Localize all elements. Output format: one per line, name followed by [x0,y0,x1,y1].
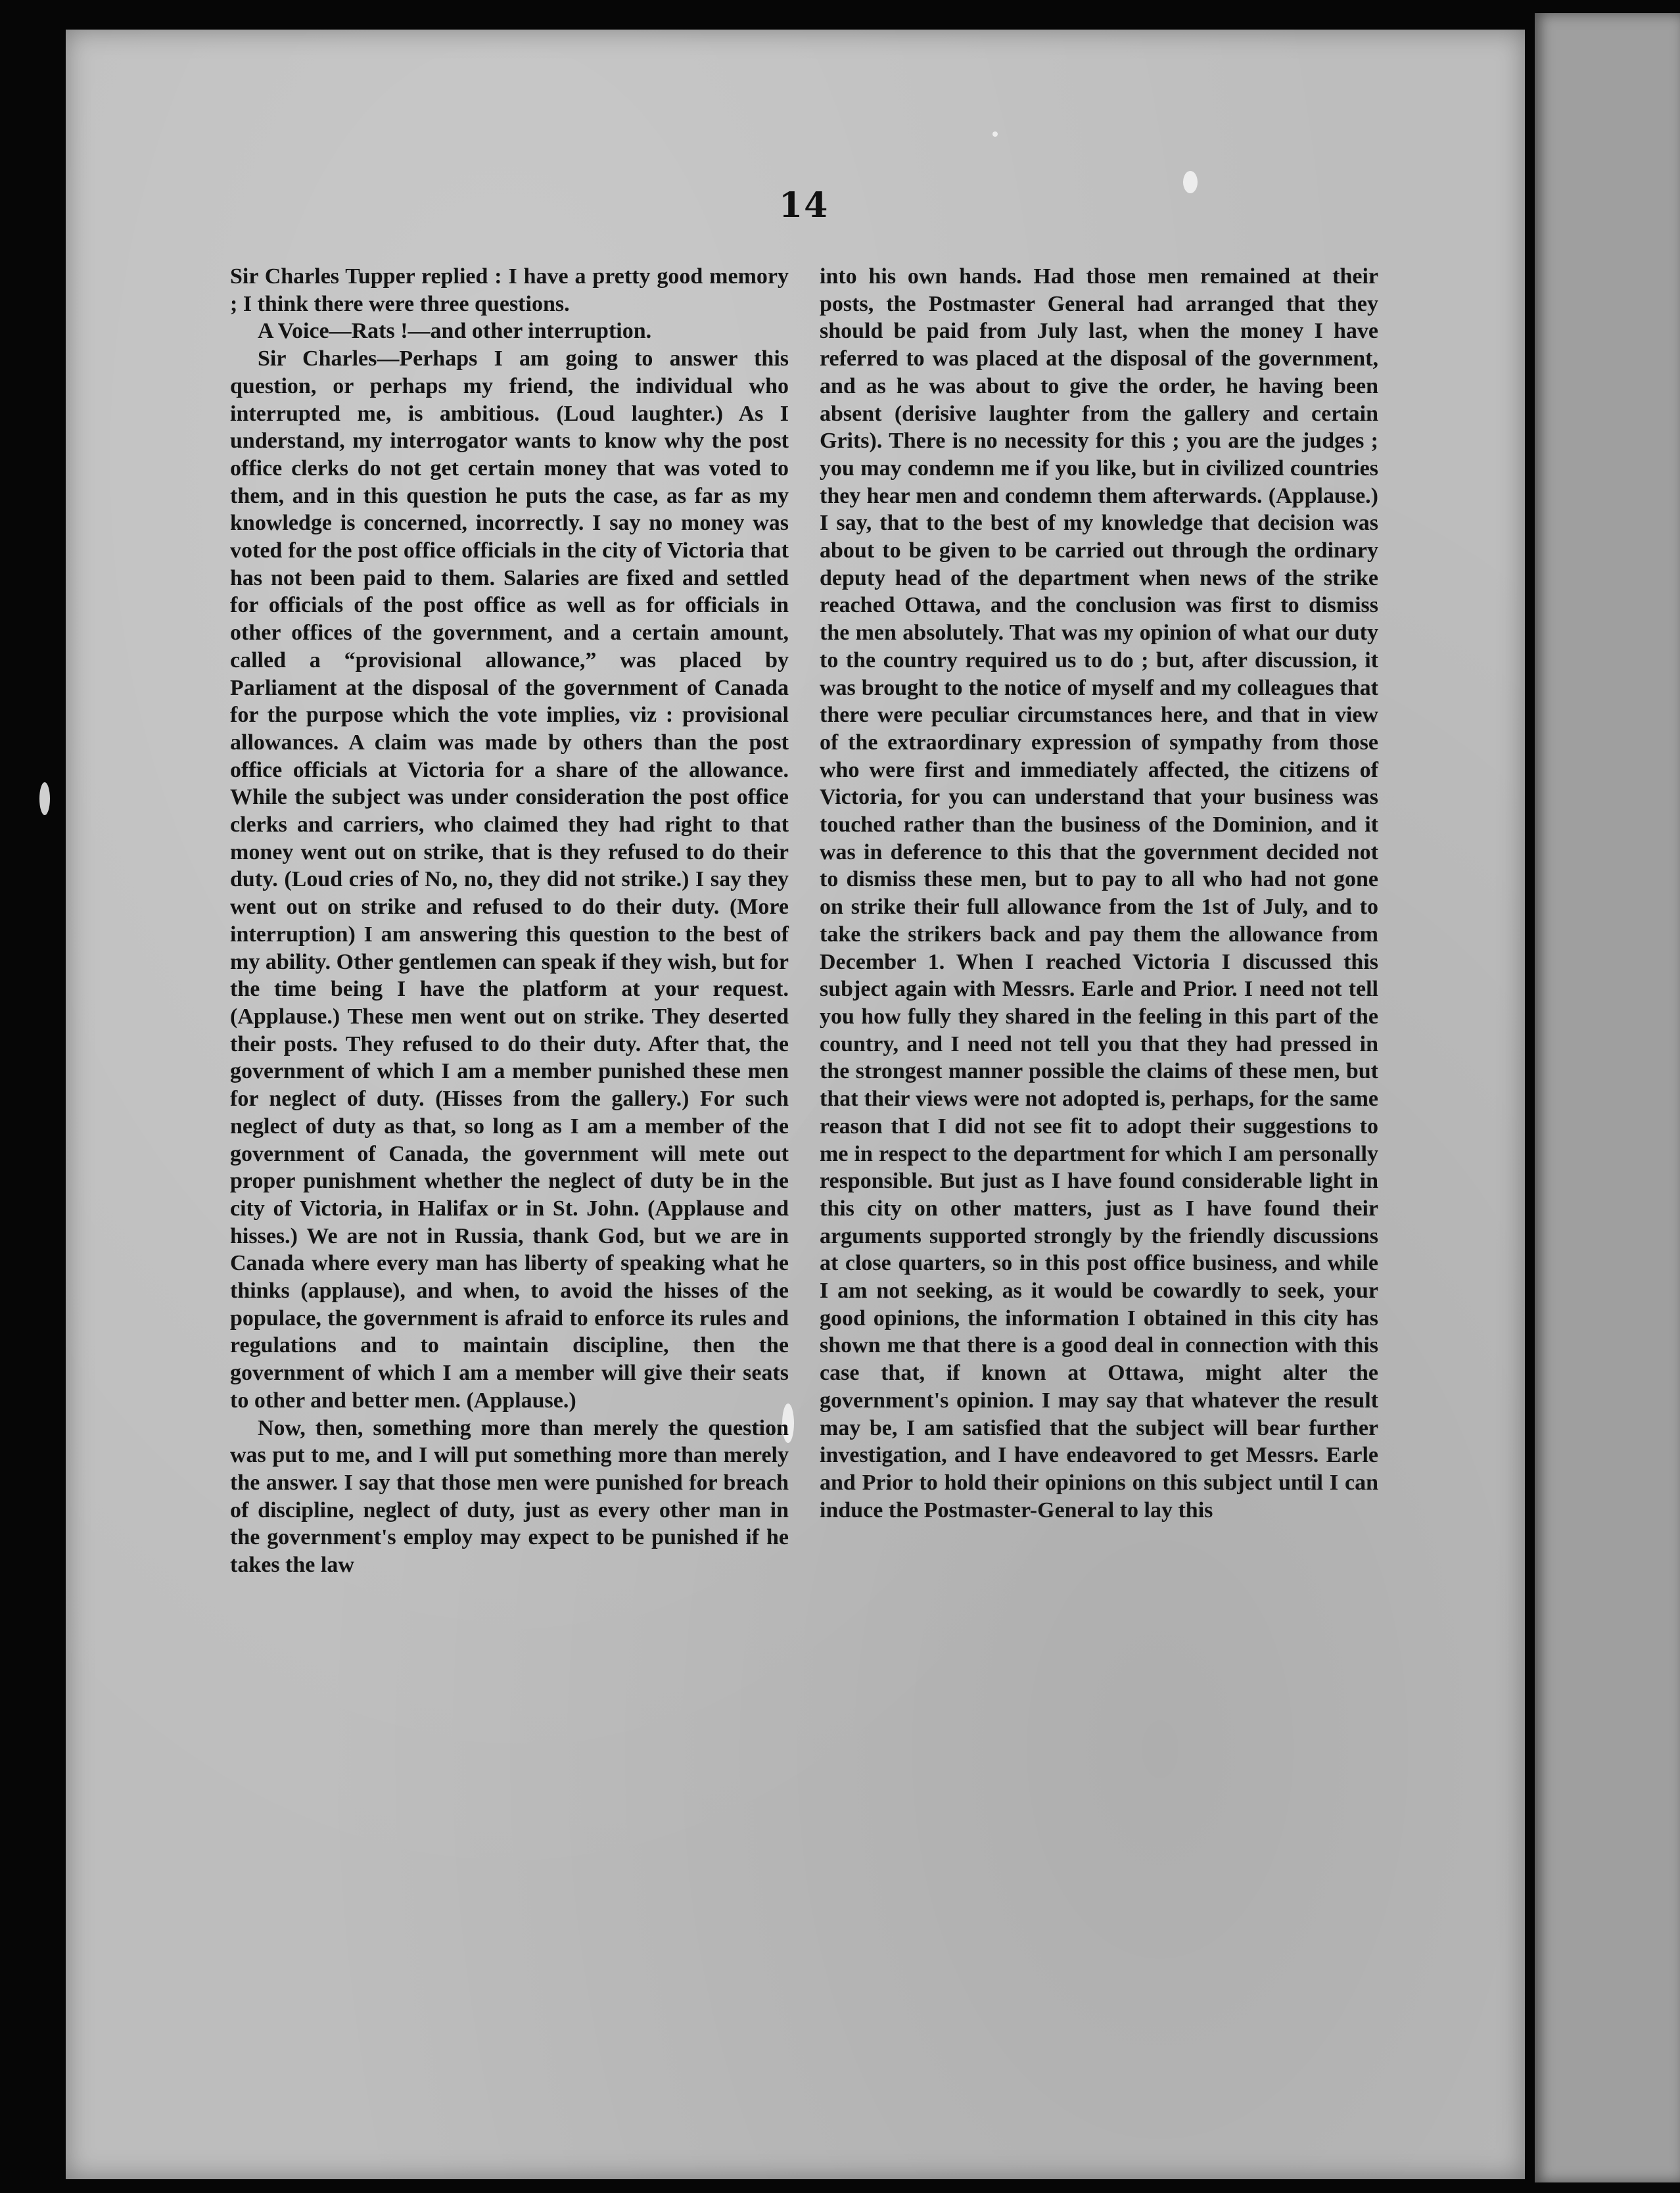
scan-speck [1183,171,1198,193]
paragraph: Sir Charles—Perhaps I am going to answer this question, or perhaps my friend, the individual who interrupted me, is ambitious. (Loud laughter.) As I understand, my interrogator wants to know why the post office clerks do not get certain money that was voted to them, and in this question he puts the case, as far as my knowledge is concerned, incorrectly. I say no money was voted for the post office officials in the city of Victoria that has not been paid to them. Salaries are fixed and settled for officials of the post office as well as for officials in other offices of the government, and a certain amount, called a “provisional allowance,” was placed by Parliament at the disposal of the government of Canada for the purpose which the vote implies, viz : provisional allowances. A claim was made by others than the post office officials at Victoria for a share of the allowance. While the subject was under consideration the post office clerks and carriers, who claimed they had right to that money went out on strike, that is they refused to do their duty. (Loud cries of No, no, they did not strike.) I say they went out on strike and refused to do their duty. (More interruption) I am answering this question to the best of my ability. Other gentlemen can speak if they wish, but for the time being I have the platform at your request. (Applause.) These men went out on strike. They deserted their posts. They refused to do their duty. After that, the government of which I am a member punished these men for neglect of duty. (Hisses from the gallery.) For such neglect of duty as that, so long as I am a member of the government of Canada, the government will mete out proper punishment whether the neglect of duty be in the city of Victoria, in Halifax or in St. John. (Applause and hisses.) We are not in Russia, thank God, but we are in Canada where every man has liberty of speaking what he thinks (applause), and when, to avoid the hisses of the populace, the government is afraid to enforce its rules and regulations and to maintain discipline, then the government of which I am a member will give their seats to other and better men. (Applause.) [230,346,789,1413]
paragraph: Sir Charles Tupper replied : I have a pretty good memory ; I think there were three questions. [230,264,789,316]
paragraph: into his own hands. Had those men remained at their posts, the Postmaster General had arranged that they should be paid from July last, when the money I have referred to was placed at the disposal of the government, and as he was about to give the order, he having been absent (derisive laughter from the gallery and certain Grits). There is no necessity for this ; you are the judges ; you may condemn me if you like, but in civilized countries they hear men and condemn them afterwards. (Applause.) I say, that to the best of my knowledge that decision was about to be given to be carried out through the ordinary deputy head of the department when news of the strike reached Ottawa, and the conclusion was first to dismiss the men absolutely. That was my opinion of what our duty to the country required us to do ; but, after discussion, it was brought to the notice of myself and my colleagues that there were peculiar circumstances here, and that in view of the extraordinary expression of sympathy from those who were first and immediately affected, the citizens of Victoria, for you can understand that your business was touched rather than the business of the Dominion, and it was in deference to this that the government decided not to dismiss these men, but to pay to all who had not gone on strike their full allowance from the 1st of July, and to take the strikers back and pay them the allowance from December 1. When I reached Victoria I discussed this subject again with Messrs. Earle and Prior. I need not tell you how fully they shared in the feeling in this part of the country, and I need not tell you that they had pressed in the strongest manner possible the claims of these men, but that their views were not adopted is, perhaps, for the same reason that I did not see fit to adopt their suggestions to me in respect to the department for which I am personally responsible. But just as I have found considerable light in this city on other matters, just as I have found their arguments supported strongly by the friendly discussions at close quarters, so in this post office business, and while I am not seeking, as it would be cowardly to seek, your good opinions, the information I obtained in this city has shown me that there is a good deal in connection with this case that, if known at Ottawa, might alter the government's opinion. I may say that whatever the result may be, I am satisfied that the subject will bear further investigation, and I have endeavored to get Messrs. Earle and Prior to hold their opinions on this subject until I can induce the Postmaster-General to lay this [820,264,1378,1522]
paragraph: A Voice—Rats !—and other interruption. [258,319,652,344]
paragraph: Now, then, something more than merely the question was put to me, and I will put something more than merely the answer. I say that those men were punished for breach of discipline, neglect of duty, just as every other man in the government's employ may expect to be punished if he takes the law [230,1415,789,1578]
adjacent-page-edge [1535,13,1680,2182]
right-text-column [820,263,1378,1524]
scan-speck [992,131,998,137]
left-text-column [230,263,789,1579]
scan-speck [39,782,50,815]
page-number: 14 [779,185,829,225]
